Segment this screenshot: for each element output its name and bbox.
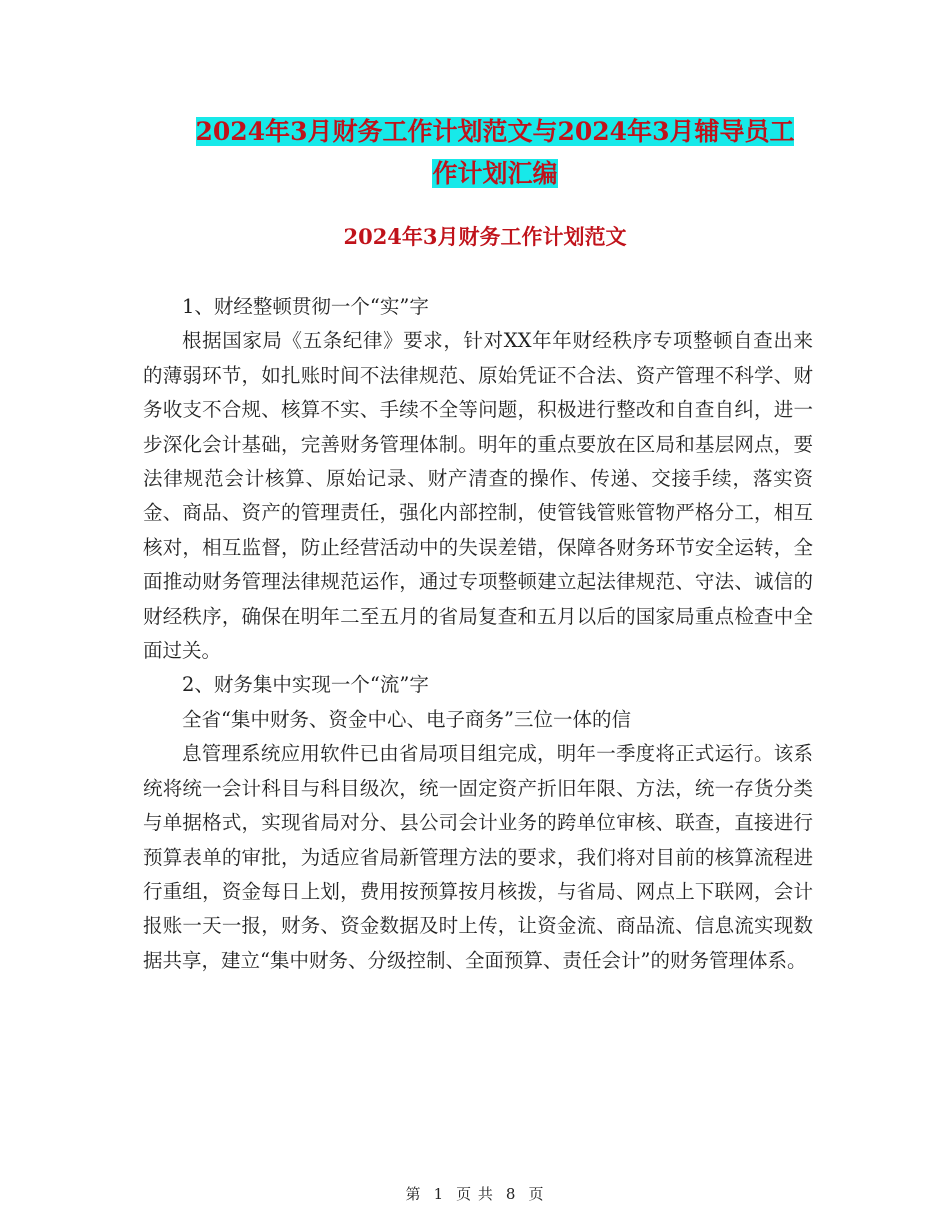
footer-middle: 页 共 [456,1185,494,1203]
footer-suffix: 页 [528,1185,545,1203]
title-highlight: 作计划汇编 [432,159,558,188]
document-title-line-2 [140,152,850,196]
paragraph: 根据国家局《五条纪律》要求，针对XX年年财经秩序专项整顿自查出来的薄弱环节，如扎账时间不法律规范、原始凭证不合法、资产管理不科学、财务收支不合规、核算不实、手续不全等问题，积极进行整改和自查自纠，进一步深化会计基础，完善财务管理体制。明年的重点要放在区局和基层网点，要法律规范会计核算、原始记录、财产清查的操作、传递、交接手续，落实资金、商品、资产的管理责任，强化内部控制，使管钱管账管物严格分工，相互核对，相互监督，防止经营活动中的失误差错，保障各财务环节安全运转，全面推动财务管理法律规范运作，通过专项整顿建立起法律规范、守法、诚信的财经秩序，确保在明年二至五月的省局复查和五月以后的国家局重点检查中全面过关。 [143,329,813,663]
paragraph-heading-1: 1、财经整顿贯彻一个“实”字 [182,295,429,318]
document-title-line-1 [140,110,850,154]
page-number: 1 [433,1185,445,1203]
paragraph: 息管理系统应用软件已由省局项目组完成，明年一季度将正式运行。该系统将统一会计科目与科目级次，统一固定资产折旧年限、方法，统一存货分类与单据格式，实现省局对分、县公司会计业务的跨单位审核、联查，直接进行预算表单的审批，为适应省局新管理方法的要求，我们将对目前的核算流程进行重组，资金每日上划，费用按预算按月核拨，与省局、网点上下联网，会计报账一天一报，财务、资金数据及时上传，让资金流、商品流、信息流实现数据共享，建立“集中财务、分级控制、全面预算、责任会计”的财务管理体系。 [143,742,813,972]
section-title: 2024年3月财务工作计划范文 [343,224,627,249]
title-highlight: 2024年3月财务工作计划范文与2024年3月辅导员工 [195,117,795,146]
page-total: 8 [505,1185,517,1203]
footer-prefix: 第 [405,1185,422,1203]
document-body [143,290,813,978]
paragraph-heading-2: 2、财务集中实现一个“流”字 [182,673,429,697]
page-footer [0,1183,950,1204]
paragraph: 全省“集中财务、资金中心、电子商务”三位一体的信 [182,707,631,731]
